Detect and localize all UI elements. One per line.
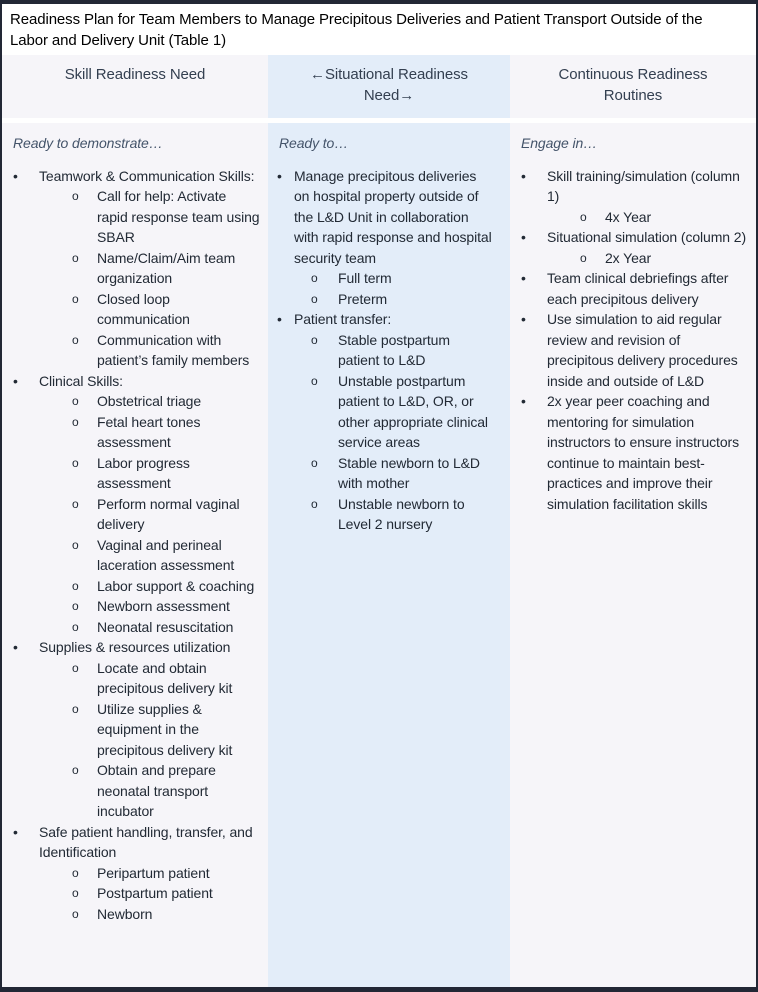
circle-icon: o (580, 250, 587, 265)
column-continuous-readiness (510, 123, 756, 987)
list-item (2, 637, 268, 658)
list-item (2, 166, 268, 187)
bullet-icon: • (13, 167, 18, 184)
list-item-text: Supplies & resources utilization (39, 639, 231, 655)
lead-in-skill: Ready to demonstrate… (13, 135, 163, 151)
list-item-text: Patient transfer: (294, 311, 392, 327)
situational-readiness-list (268, 166, 510, 535)
circle-icon: o (72, 660, 79, 675)
circle-icon: o (311, 455, 318, 470)
list-item-text: Postpartum patient (97, 885, 213, 901)
lead-in-situational: Ready to… (279, 135, 349, 151)
bullet-icon: • (521, 229, 526, 245)
list-item-text: Labor progress assessment (97, 454, 190, 491)
circle-icon: o (580, 209, 587, 224)
sub-list-item (2, 863, 268, 884)
sub-list-item (2, 289, 268, 330)
header-situational-readiness-label: ←Situational Readiness Need→ (310, 66, 468, 104)
list-item-text: Situational simulation (column 2) (547, 229, 747, 245)
list-item-text: Unstable postpartum patient to L&D, OR, or other appropriate clinical service areas (338, 372, 488, 450)
sub-list-item (268, 330, 510, 371)
circle-icon: o (72, 414, 79, 429)
circle-icon: o (311, 291, 318, 306)
list-item-text: Full term (338, 270, 392, 286)
table-header-row (2, 55, 756, 118)
sub-list-item (2, 186, 268, 248)
sub-list-item (2, 330, 268, 371)
list-item-text: Team clinical debriefings after each precipitous delivery (547, 270, 729, 307)
list-item (268, 309, 510, 330)
list-item-text: 4x Year (605, 208, 652, 225)
list-item-text: Obstetrical triage (97, 393, 202, 409)
table-body-row (2, 123, 756, 987)
sub-list-item (2, 617, 268, 638)
circle-icon: o (72, 394, 79, 408)
list-item-text: Vaginal and perineal laceration assessment (97, 536, 235, 573)
sub-list-item (2, 658, 268, 699)
list-item-text: Peripartum patient (97, 864, 210, 881)
circle-icon: o (72, 189, 79, 203)
sub-list-item (2, 596, 268, 617)
list-item-text: Obtain and prepare neonatal transport incubator (97, 762, 216, 819)
sub-list-item (2, 576, 268, 597)
bullet-icon: • (521, 311, 526, 327)
list-item-text: 2x year peer coaching and mentoring for simulation instructors to ensure instructors continue to maintain best-practices and improve their simulation facilitation skills (547, 393, 739, 512)
list-item-text: 2x Year (605, 249, 652, 266)
list-item-text: Neonatal resuscitation (97, 618, 234, 635)
list-item-text: Unstable newborn to Level 2 nursery (338, 495, 465, 532)
sub-list-item (2, 248, 268, 289)
list-item (510, 391, 756, 514)
sub-list-item (510, 248, 756, 269)
bullet-icon: • (521, 393, 526, 409)
circle-icon: o (72, 763, 79, 777)
list-item (510, 268, 756, 309)
circle-icon: o (72, 455, 79, 470)
bullet-icon: • (13, 823, 18, 840)
lead-in-continuous: Engage in… (521, 135, 598, 151)
list-item-text: Communication with patient’s family members (97, 331, 250, 368)
list-item-text: Closed loop communication (97, 290, 190, 327)
list-item-text: Stable postpartum patient to L&D (338, 331, 450, 368)
sub-list-item (510, 207, 756, 228)
sub-list-item (268, 268, 510, 289)
bullet-icon: • (521, 167, 526, 184)
sub-list-item (268, 453, 510, 494)
circle-icon: o (72, 599, 79, 613)
sub-list-item (2, 699, 268, 761)
list-item (2, 822, 268, 863)
circle-icon: o (72, 701, 79, 716)
circle-icon: o (72, 865, 79, 880)
list-item-text: Name/Claim/Aim team organization (97, 249, 236, 286)
circle-icon: o (72, 496, 79, 511)
header-situational-readiness (268, 55, 510, 118)
list-item-text: Newborn (97, 905, 153, 922)
list-item-text: Preterm (338, 290, 388, 307)
sub-list-item (268, 289, 510, 310)
header-skill-readiness (2, 55, 268, 118)
column-situational-readiness (268, 123, 510, 987)
circle-icon: o (72, 250, 79, 265)
circle-icon: o (72, 537, 79, 552)
list-item-text: Clinical Skills: (39, 372, 123, 389)
circle-icon: o (311, 271, 318, 285)
circle-icon: o (72, 291, 79, 306)
list-item-text: Skill training/simulation (column 1) (547, 167, 740, 204)
sub-list-item (2, 494, 268, 535)
circle-icon: o (72, 578, 79, 593)
circle-icon: o (311, 496, 318, 511)
header-skill-readiness-label: Skill Readiness Need (64, 66, 206, 83)
column-skill-readiness (2, 123, 268, 987)
list-item-text: Call for help: Activate rapid response team using SBAR (97, 188, 260, 245)
circle-icon: o (72, 886, 79, 900)
sub-list-item (268, 371, 510, 453)
list-item-text: Safe patient handling, transfer, and Identification (39, 823, 253, 860)
skill-readiness-list (2, 166, 268, 925)
sub-list-item (2, 760, 268, 822)
list-item (2, 371, 268, 392)
sub-list-item (2, 535, 268, 576)
list-item-text: Newborn assessment (97, 598, 230, 614)
list-item (268, 166, 510, 269)
sub-list-item (2, 883, 268, 904)
table-title: Readiness Plan for Team Members to Manage Precipitous Deliveries and Patient Transport Outside of the Labor and Delivery Unit (Table 1) (10, 11, 703, 49)
header-continuous-readiness (510, 55, 756, 118)
bullet-icon: • (13, 372, 18, 389)
list-item-text: Manage precipitous deliveries on hospital property outside of the L&D Unit in collaboration with rapid response and hospital security team (294, 167, 492, 266)
bullet-icon: • (277, 167, 282, 184)
list-item-text: Use simulation to aid regular review and revision of precipitous delivery procedures inside and outside of L&D (547, 311, 738, 389)
list-item-text: Locate and obtain precipitous delivery kit (97, 659, 233, 696)
header-continuous-readiness-label: Continuous Readiness Routines (558, 66, 708, 104)
list-item (510, 166, 756, 207)
list-item-text: Utilize supplies & equipment in the precipitous delivery kit (97, 700, 233, 758)
bullet-icon: • (13, 639, 18, 655)
sub-list-item (2, 904, 268, 925)
list-item-text: Fetal heart tones assessment (97, 413, 201, 450)
sub-list-item (2, 412, 268, 453)
circle-icon: o (72, 619, 79, 634)
circle-icon: o (311, 332, 318, 347)
circle-icon: o (72, 906, 79, 921)
list-item-text: Teamwork & Communication Skills: (39, 167, 255, 184)
circle-icon: o (72, 332, 79, 347)
list-item-text: Stable newborn to L&D with mother (338, 454, 480, 491)
bullet-icon: • (521, 270, 526, 286)
circle-icon: o (311, 373, 318, 388)
continuous-readiness-list (510, 166, 756, 515)
sub-list-item (268, 494, 510, 535)
list-item (510, 309, 756, 391)
bullet-icon: • (277, 311, 282, 327)
sub-list-item (2, 391, 268, 412)
list-item-text: Labor support & coaching (97, 577, 255, 594)
list-item-text: Perform normal vaginal delivery (97, 495, 240, 532)
sub-list-item (2, 453, 268, 494)
list-item (510, 227, 756, 248)
